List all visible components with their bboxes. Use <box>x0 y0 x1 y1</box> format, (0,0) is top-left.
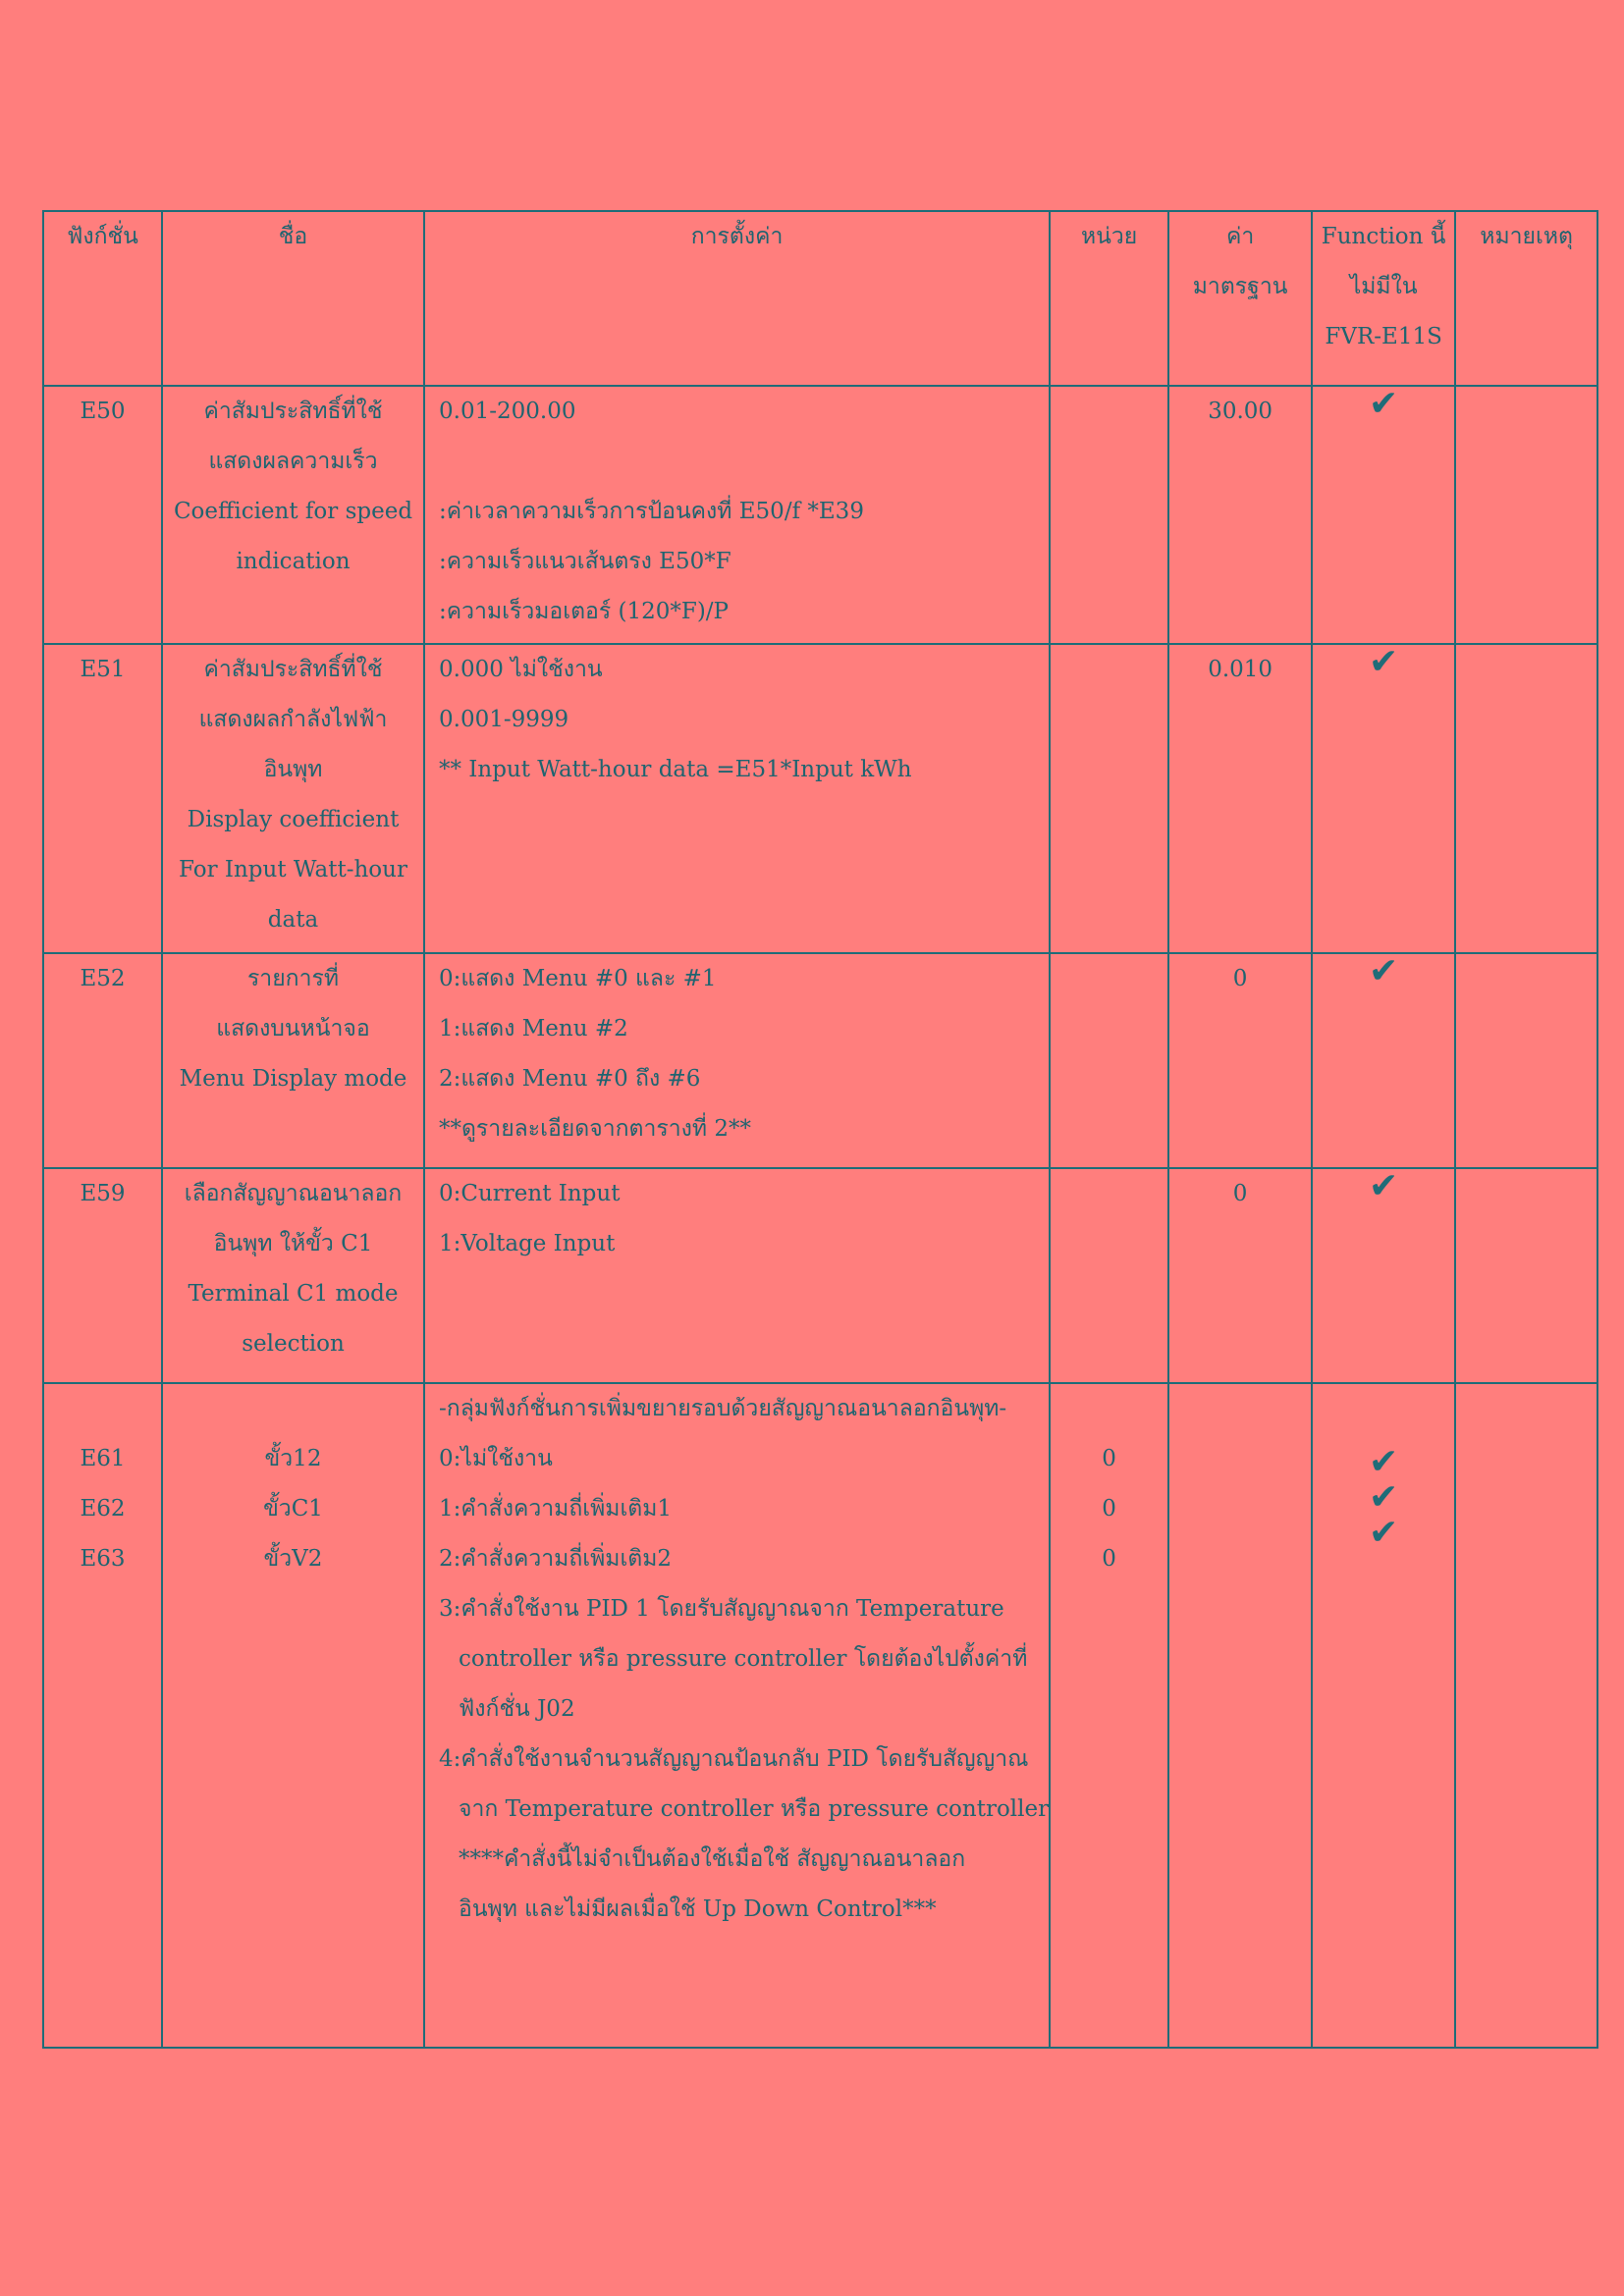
check-icon: ✔ <box>1369 1477 1399 1518</box>
header-row <box>43 211 1597 386</box>
function-remark <box>1455 953 1597 1168</box>
header-remark: หมายเหตุ <box>1455 211 1597 386</box>
check-icon: ✔ <box>1369 1513 1399 1553</box>
header-setting: การตั้งค่า <box>424 211 1050 386</box>
function-setting: 0:แสดง Menu #0 และ #1 1:แสดง Menu #2 2:แสดง Menu #0 ถึง #6 **ดูรายละเอียดจากตารางที่ 2** <box>424 953 1050 1168</box>
function-code: E52 <box>43 953 162 1168</box>
function-setting: 0.000 ไม่ใช้งาน 0.001-9999 ** Input Watt-hour data =E51*Input kWh <box>424 644 1050 953</box>
function-unit <box>1050 1168 1168 1383</box>
function-remark <box>1455 1383 1597 2048</box>
function-check <box>1312 953 1455 1168</box>
check-icon: ✔ <box>1369 384 1399 424</box>
function-remark <box>1455 644 1597 953</box>
header-unit: หน่วย <box>1050 211 1168 386</box>
function-default: 0 <box>1168 953 1312 1168</box>
function-setting: 0.01-200.00 :ค่าเวลาความเร็วการป้อนคงที่ E50/f *E39 :ความเร็วแนวเส้นตรง E50*F :ความเร็วมอเตอร์ (120*F)/P <box>424 386 1050 644</box>
function-unit <box>1050 953 1168 1168</box>
check-icon: ✔ <box>1369 1442 1399 1482</box>
function-default: 0 <box>1168 1168 1312 1383</box>
function-name: ค่าสัมประสิทธิ์ที่ใช้ แสดงผลกำลังไฟฟ้า อินพุท Display coefficient For Input Watt-hour data <box>162 644 424 953</box>
function-default: 30.00 <box>1168 386 1312 644</box>
function-name: รายการที่ แสดงบนหน้าจอ Menu Display mode <box>162 953 424 1168</box>
function-code: E61 E62 E63 <box>43 1383 162 2048</box>
header-not-in-fvr: Function นี้ ไม่มีใน FVR-E11S <box>1312 211 1455 386</box>
function-remark <box>1455 386 1597 644</box>
function-setting: 0:Current Input 1:Voltage Input <box>424 1168 1050 1383</box>
function-setting: -กลุ่มฟังก์ชั่นการเพิ่มขยายรอบด้วยสัญญาณอนาลอกอินพุท- 0:ไม่ใช้งาน 1:คำสั่งความถี่เพิ่มเติม1 2:คำสั่งความถี่เพิ่มเติม2 3:คำสั่งใช้งาน PID 1 โดยรับสัญญาณจาก Temperature controller หรือ pressure controller โดยต้องไปตั้งค่าที่ ฟังก์ชั่น J02 4:คำสั่งใช้งานจำนวนสัญญาณป้อนกลับ PID โดยรับสัญญาณ จาก Temperature controller หรือ pressure controller ****คำสั่งนี้ไม่จำเป็นต้องใช้เมื่อใช้ สัญญาณอนาลอก อินพุท และไม่มีผลเมื่อใช้ Up Down Control*** <box>424 1383 1050 2048</box>
table-row <box>43 953 1597 1168</box>
function-table <box>42 210 1598 2049</box>
function-unit <box>1050 386 1168 644</box>
check-icon: ✔ <box>1369 951 1399 991</box>
function-check <box>1312 386 1455 644</box>
function-name: ค่าสัมประสิทธิ์ที่ใช้ แสดงผลความเร็ว Coefficient for speed indication <box>162 386 424 644</box>
function-name: เลือกสัญญาณอนาลอก อินพุท ให้ขั้ว C1 Terminal C1 mode selection <box>162 1168 424 1383</box>
function-code: E59 <box>43 1168 162 1383</box>
check-icon: ✔ <box>1369 1166 1399 1206</box>
table-row <box>43 644 1597 953</box>
table-row <box>43 1383 1597 2048</box>
function-unit <box>1050 644 1168 953</box>
function-default: 0.010 <box>1168 644 1312 953</box>
table-row <box>43 386 1597 644</box>
function-check <box>1312 1383 1455 2048</box>
function-check <box>1312 1168 1455 1383</box>
function-name: ขั้ว12 ขั้วC1 ขั้วV2 <box>162 1383 424 2048</box>
function-code: E50 <box>43 386 162 644</box>
header-function: ฟังก์ชั่น <box>43 211 162 386</box>
function-check <box>1312 644 1455 953</box>
header-default: ค่า มาตรฐาน <box>1168 211 1312 386</box>
function-default <box>1168 1383 1312 2048</box>
header-name: ชื่อ <box>162 211 424 386</box>
function-unit: 0 0 0 <box>1050 1383 1168 2048</box>
check-icon: ✔ <box>1369 642 1399 682</box>
table-row <box>43 1168 1597 1383</box>
function-remark <box>1455 1168 1597 1383</box>
function-code: E51 <box>43 644 162 953</box>
